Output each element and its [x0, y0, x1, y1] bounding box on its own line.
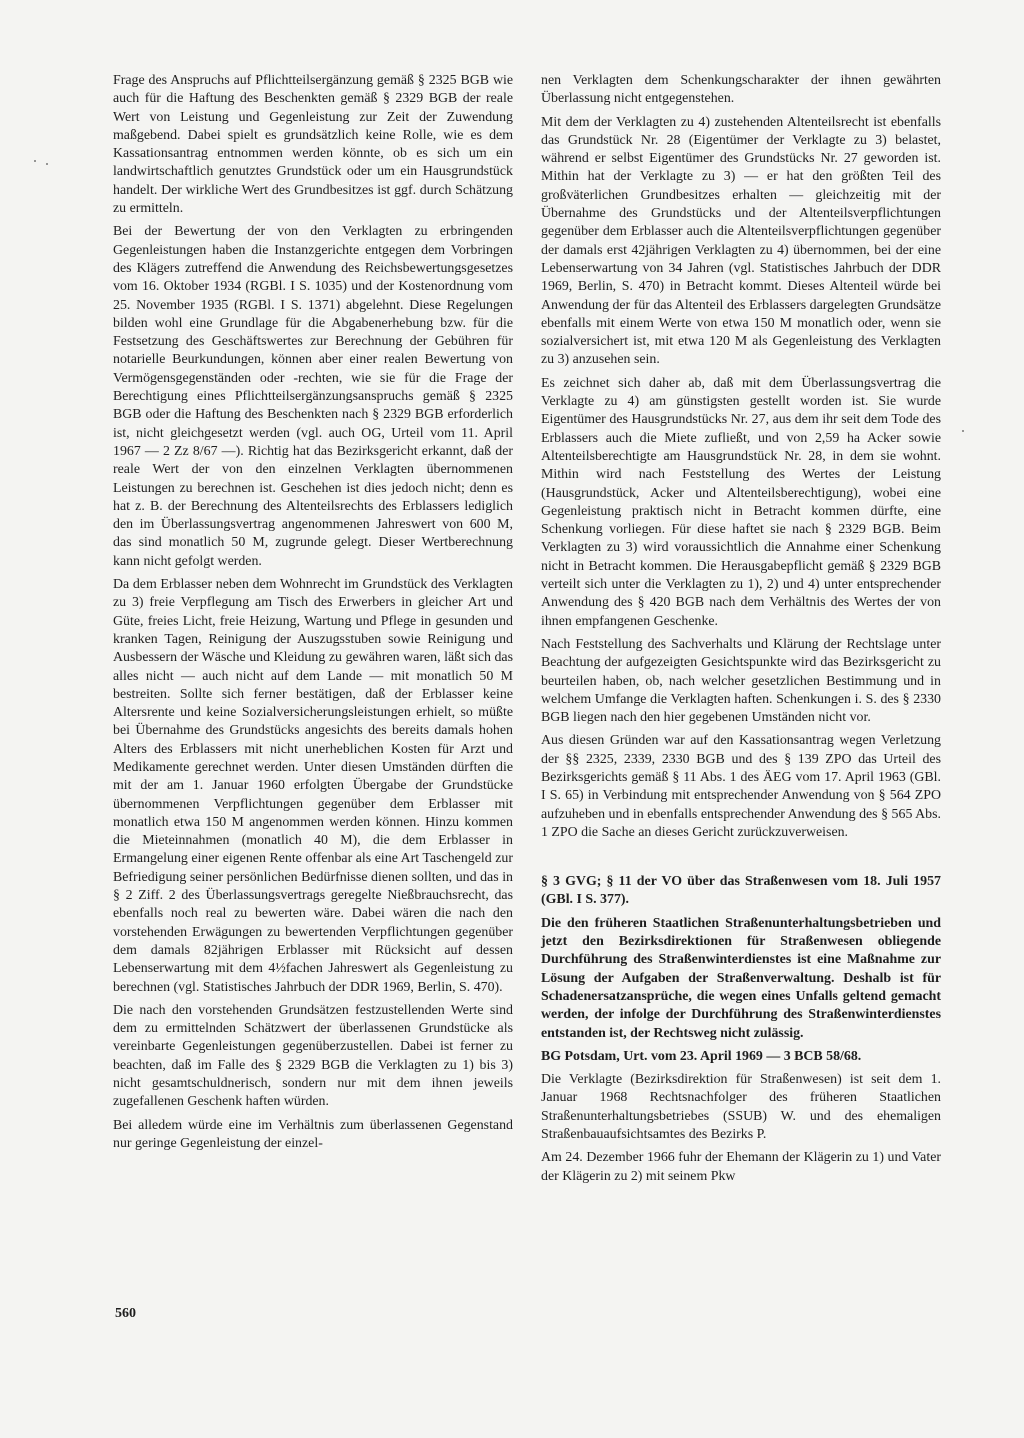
scan-speck — [962, 430, 964, 432]
paragraph: Am 24. Dezember 1966 fuhr der Ehemann der Klägerin zu 1) und Vater der Klägerin zu 2) mit seinem Pkw — [541, 1150, 941, 1184]
paragraph: Die Verklagte (Bezirksdirektion für Straßenwesen) ist seit dem 1. Januar 1968 Rechtsnachfolger des früheren Staatlichen Straßenunterhaltungsbetriebes (SSUB) W. und des ehemaligen Straßenbauaufsichtsamtes des Bezirks P. — [541, 1072, 941, 1143]
paragraph: nen Verklagten dem Schenkungscharakter der ihnen gewährten Überlassung nicht entgegenstehen. — [541, 73, 941, 107]
paragraph: Frage des Anspruchs auf Pflichtteilsergänzung gemäß § 2325 BGB wie auch für die Haftung des Beschenkten gemäß § 2329 BGB der reale Wert von Leistung und Gegenleistung zur Zeit der Zuwendung maßgebend. Dabei spielt es grundsätzlich keine Rolle, wie es dem Kassationsantrag entnommen werden könnte, ob es sich um ein landwirtschaftlich genutztes Grundstück oder um ein Hausgrundstück handelt. Der wirkliche Wert des Grundbesitzes ist ggf. durch Schätzung zu ermitteln. — [113, 73, 513, 217]
paragraph: Bei der Bewertung der von den Verklagten zu erbringenden Gegenleistungen haben die Instanzgerichte entgegen dem Vorbringen des Klägers zutreffend die Anwendung des Reichsbewertungsgesetzes vom 16. Oktober 1934 (RGBl. I S. 1035) und der Kostenordnung vom 25. November 1935 (RGBl. I S. 1371) abgelehnt. Diese Regelungen bilden wohl eine Grundlage für die Abgabenerhebung bzw. für die Festsetzung des Geschäftswertes zur Berechnung der Gebühren für notarielle Beurkundungen, können aber einer realen Bewertung von Vermögensgegenständen oder -rechten, wie sie für die Frage der Berechtigung eines Pflichtteilsergänzungsanspruchs gemäß § 2325 BGB oder die Haftung des Beschenkten nach § 2329 BGB erforderlich ist, nicht gleichgesetzt werden (vgl. auch OG, Urteil vom 11. April 1967 — 2 Zz 8/67 —). Richtig hat das Bezirksgericht erkannt, daß der reale Wert der von den einzelnen Verklagten übernommenen Leistungen zu berechnen ist. Geschehen ist dies jedoch nicht; denn es hat z. B. der Berechnung des Altenteilsrechts des Erblassers lediglich den im Überlassungsvertrag angenommenen Jahreswert von 600 M, das sind monatlich 50 M, zugrunde gelegt. Dieser Wertberechnung kann nicht gefolgt werden. — [113, 224, 513, 569]
case-citation: § 3 GVG; § 11 der VO über das Straßenwesen vom 18. Juli 1957 (GBl. I S. 377). — [541, 874, 941, 908]
case-court-reference: BG Potsdam, Urt. vom 23. April 1969 — 3 BCB 58/68. — [541, 1048, 862, 1064]
right-column — [541, 72, 941, 1191]
left-column — [113, 72, 513, 1158]
paragraph: Aus diesen Gründen war auf den Kassationsantrag wegen Verletzung der §§ 2325, 2339, 2330 BGB und des § 139 ZPO das Urteil des Bezirksgerichts gemäß § 11 Abs. 1 des ÄEG vom 17. April 1963 (GBl. I S. 65) in Verbindung mit entsprechender Anwendung von § 564 ZPO aufzuheben und in ebenfalls entsprechender Anwendung des § 565 Abs. 1 ZPO die Sache an dieses Gericht zurückzuverweisen. — [541, 733, 941, 840]
case-headnote: Die den früheren Staatlichen Straßenunterhaltungsbetrieben und jetzt den Bezirksdirektionen für Straßenwesen obliegende Durchführung des Straßenwinterdienstes ist eine Maßnahme zur Lösung der Aufgaben der Straßenverwaltung. Deshalb ist für Schadenersatzansprüche, die wegen eines Unfalls geltend gemacht werden, der infolge der Durchführung des Straßenwinterdienstes entstanden ist, der Rechtsweg nicht zulässig. — [541, 915, 941, 1041]
paragraph: Es zeichnet sich daher ab, daß mit dem Überlassungsvertrag die Verklagte zu 4) am günstigsten gestellt worden ist. Sie wurde Eigentümer des Hausgrundstücks Nr. 27, aus dem ihr seit dem Tode des Erblassers auch die Miete zufließt, und von 2,59 ha Acker sowie Altenteilsberechtigte am Hausgrundstück Nr. 28, in dem sie wohnt. Mithin wird nach Feststellung des Wertes der Leistung (Hausgrundstück, Acker und Altenteilsberechtigung), wobei eine Gegenleistung praktisch nicht in Betracht kommen dürfte, eine Schenkung vorliegen. Für diese haftet sie nach § 2329 BGB. Beim Verklagten zu 3) wird voraussichtlich die Annahme einer Schenkung nicht in Betracht kommen. Die Herausgabepflicht gemäß § 2329 BGB verteilt sich unter die Verklagten zu 1), 2) und 4) unter entsprechender Anwendung des § 420 BGB nach dem Verhältnis des Wertes der von ihnen empfangenen Geschenke. — [541, 375, 941, 629]
scan-speck — [34, 160, 36, 162]
section-gap — [541, 847, 941, 873]
page-number: 560 — [115, 1306, 136, 1321]
paragraph: Nach Feststellung des Sachverhalts und Klärung der Rechtslage unter Beachtung der aufgezeigten Gesichtspunkte wird das Bezirksgericht zu beurteilen haben, ob, nach welcher gesetzlichen Bestimmung und in welchem Umfange die Verklagten haften. Schenkungen i. S. des § 2330 BGB liegen nach den hier gegebenen Umständen nicht vor. — [541, 636, 941, 726]
paragraph: Mit dem der Verklagten zu 4) zustehenden Altenteilsrecht ist ebenfalls das Grundstück Nr. 28 (Eigentümer der Verklagte zu 3) belastet, während er selbst Eigentümer des Grundstücks Nr. 27 geworden ist. Mithin hat der Verklagte zu 3) — er hat den größten Teil des großväterlichen Grundbesitzes erhalten — gleichzeitig mit der Übernahme des Grundstücks und der Altenteilsverpflichtungen gegenüber dem Erblasser auch die Altenteilsverpflichtungen gegenüber der damals erst 42jährigen Verklagten zu 4) übernommen, bei der eine Lebenserwartung von 34 Jahren (vgl. Statistisches Jahrbuch der DDR 1969, Berlin, S. 470) in Betracht kommt. Dieses Altenteil würde bei Anwendung der für das Altenteil des Erblassers dargelegten Grundsätze ebenfalls mit einem Werte von etwa 150 M monatlich oder, wenn sie sozialversichert ist, mit etwa 120 M als Gegenleistung des Verklagten zu 3) anzusehen sein. — [541, 114, 941, 368]
paragraph: Die nach den vorstehenden Grundsätzen festzustellenden Werte sind dem zu ermittelnden Schätzwert der überlassenen Grundstücke als vereinbarte Gegenleistungen gegenüberzustellen. Dabei ist ferner zu beachten, daß im Falle des § 2329 BGB die Verklagten zu 1) bis 3) nicht gesamtschuldnerisch, sondern nur mit dem ihnen jeweils zugefallenen Geschenk haften würden. — [113, 1002, 513, 1110]
paragraph: Da dem Erblasser neben dem Wohnrecht im Grundstück des Verklagten zu 3) freie Verpflegung am Tisch des Erwerbers in gleicher Art und Güte, freies Licht, freie Heizung, Wartung und Pflege in gesunden und kranken Tagen, Reinigung der Auszugsstuben sowie Reinigung und Ausbessern der Wäsche und Kleidung zu gewähren waren, läßt sich das alles nicht — auch nicht auf dem Lande — mit monatlich 50 M bestreiten. Sollte sich ferner bestätigen, daß der Erblasser keine Altersrente und keine Sozialversicherungsleistungen erhielt, so müßte bei Übernahme des Grundstücks angesichts des bereits damals hohen Alters des Erblassers mit nicht unerheblichen Kosten für Arzt und Medikamente gerechnet werden. Unter diesen Umständen dürften die mit der am 1. Januar 1960 erfolgten Übergabe der Grundstücke übernommenen Verpflichtungen gegenüber dem Erblasser mit monatlich etwa 150 M angenommen werden können. Hinzu kommen die Mieteinnahmen (monatlich 40 M), die dem Erblasser in Ermangelung einer eigenen Rente offenbar als eine Art Taschengeld zur Befriedigung seiner persönlichen Bedürfnisse dienen sollten, und das in § 2 Ziff. 2 des Überlassungsvertrags geregelte Nießbrauchsrecht, das ebenfalls noch real zu bewerten wäre. Dabei wären die nach den vorstehenden Erwägungen zu bewertenden Verpflichtungen gegenüber dem damals 82jährigen Erblasser mit Rücksicht auf dessen Lebenserwartung mit dem 4½fachen Jahreswert als Gegenleistung zu berechnen (vgl. Statistisches Jahrbuch der DDR 1969, Berlin, S. 470). — [113, 577, 513, 995]
paragraph: Bei alledem würde eine im Verhältnis zum überlassenen Gegenstand nur geringe Gegenleistung der einzel- — [113, 1117, 513, 1151]
scan-speck — [46, 163, 48, 165]
